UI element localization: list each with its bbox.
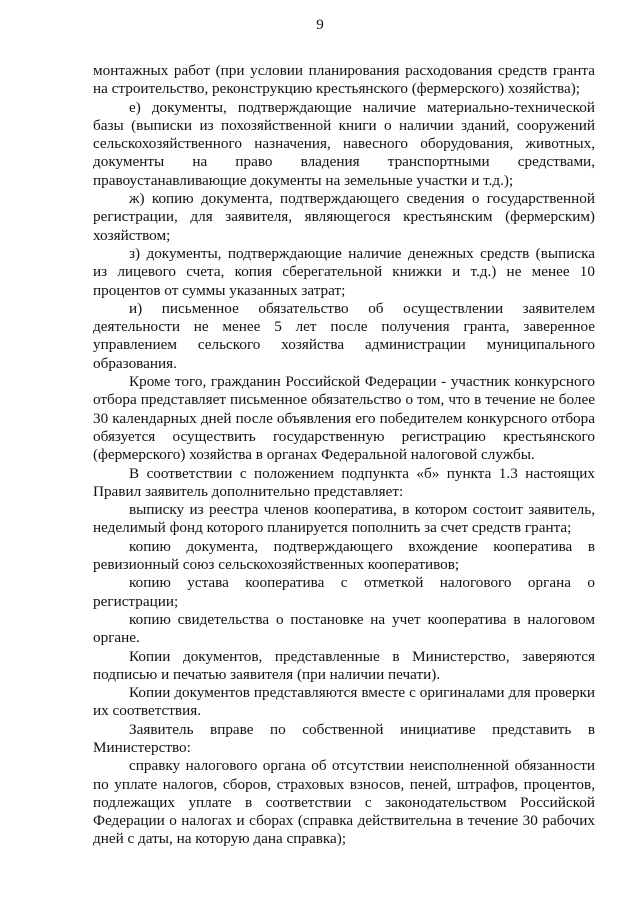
paragraph-copies-originals: Копии документов представляются вместе с оригиналами для проверки их соответствия. xyxy=(93,684,595,720)
paragraph-item-z: з) документы, подтверждающие наличие денежных средств (выписка из лицевого счета, копия сберегательной книжки и т.д.) не менее 10 процентов от суммы указанных затрат; xyxy=(93,244,595,299)
paragraph-own-initiative: Заявитель вправе по собственной инициативе представить в Министерство: xyxy=(93,720,595,756)
paragraph-continuation: монтажных работ (при условии планирования расходования средств гранта на строительство, реконструкцию крестьянского (фермерского) хозяйства); xyxy=(93,62,595,98)
paragraph-item-zh: ж) копию документа, подтверждающего сведения о государственной регистрации, для заявителя, являющегося крестьянским (фермерским) хозяйством; xyxy=(93,190,595,244)
paragraph-copies-certified: Копии документов, представленные в Министерство, заверяются подписью и печатью заявителя (при наличии печати). xyxy=(93,647,595,683)
paragraph-charter-copy: копию устава кооператива с отметкой налогового органа о регистрации; xyxy=(93,574,595,610)
paragraph-member-registry: выписку из реестра членов кооператива, в котором состоит заявитель, неделимый фонд которого планируется пополнить за счет средств гранта; xyxy=(93,501,595,537)
document-body xyxy=(93,62,595,849)
paragraph-subclause-b-intro: В соответствии с положением подпункта «б» пункта 1.3 настоящих Правил заявитель дополнительно представляет: xyxy=(93,464,595,500)
paragraph-tax-certificate: справку налогового органа об отсутствии неисполненной обязанности по уплате налогов, сборов, страховых взносов, пеней, штрафов, процентов, подлежащих уплате в соответствии с законодательством Российской Федерации о налогах и сборах (справка действительна в течение 30 рабочих дней с даты, на которую дана справка); xyxy=(93,757,595,848)
paragraph-item-e: е) документы, подтверждающие наличие материально-технической базы (выписки из похозяйственной книги о наличии зданий, сооружений сельскохозяйственного назначения, навесного оборудования, животных, документы на право владения транспортными средствами, правоустанавливающие документы на земельные участки и т.д.); xyxy=(93,98,595,189)
paragraph-tax-registration: копию свидетельства о постановке на учет кооператива в налоговом органе. xyxy=(93,610,595,647)
paragraph-citizen-obligation: Кроме того, гражданин Российской Федерации - участник конкурсного отбора представляет письменное обязательство о том, что в течение не более 30 календарных дней после объявления его победителем конкурсного отбора обязуется осуществить государственную регистрацию крестьянского (фермерского) хозяйства в органах Федеральной налоговой службы. xyxy=(93,373,595,464)
paragraph-audit-union: копию документа, подтверждающего вхождение кооператива в ревизионный союз сельскохозяйственных кооперативов; xyxy=(93,537,595,574)
page-number: 9 xyxy=(316,17,324,33)
paragraph-item-i: и) письменное обязательство об осуществлении заявителем деятельности не менее 5 лет после получения гранта, заверенное управлением сельского хозяйства администрации муниципального образования. xyxy=(93,299,595,372)
